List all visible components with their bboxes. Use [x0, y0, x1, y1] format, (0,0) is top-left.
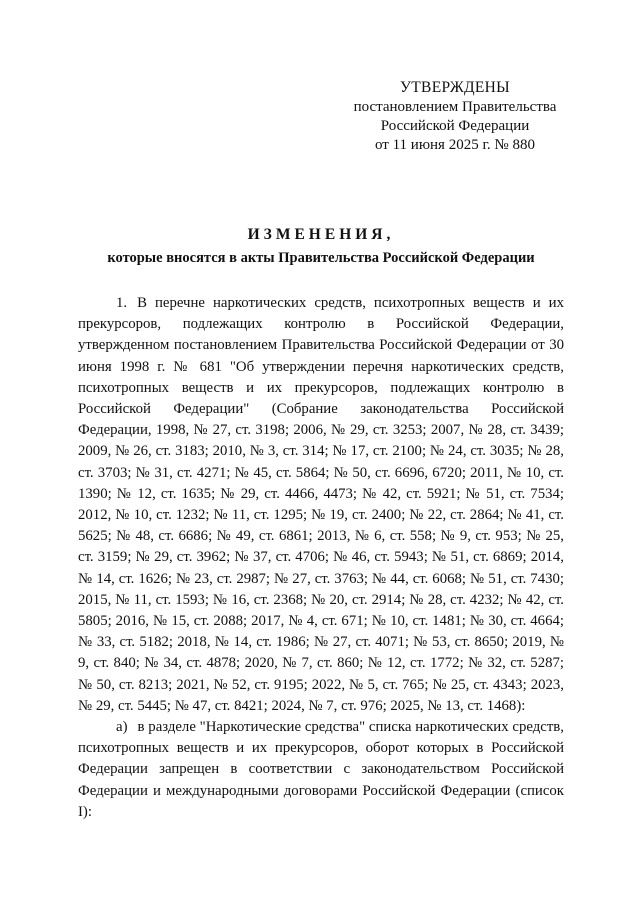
approval-line-2: Российской Федерации [380, 118, 530, 134]
paragraph-1 [78, 293, 564, 717]
document-title: ИЗМЕНЕНИЯ, [247, 226, 395, 243]
paragraph-1-number: 1. [116, 295, 128, 311]
paragraph-1a [78, 717, 564, 823]
paragraph-1a-text: в разделе "Наркотические средства" списка наркотических средств, психотропных веществ и их прекурсоров, оборот которых в Российской Федерации запрещен в соответствии с законодательством Российской Федерации и международными договорами Российской Федерации (список I): [78, 719, 564, 820]
approval-stamp [330, 78, 580, 155]
approval-line-3: от 11 июня 2025 г. № 880 [375, 137, 535, 153]
paragraph-1-text: В перечне наркотических средств, психотропных веществ и их прекурсоров, подлежащих контролю в Российской Федерации, утвержденном постановлением Правительства Российской Федерации от 30 июня 1998 г. № 681 "Об утверждении перечня наркотических средств, психотропных веществ и их прекурсоров, подлежащих контролю в Российской Федерации" (Собрание законодательства Российской Федерации, 1998, № 27, ст. 3198; 2006, № 29, ст. 3253; 2007, № 28, ст. 3439; 2009, № 26, ст. 3183; 2010, № 3, ст. 314; № 17, ст. 2100; № 24, ст. 3035; № 28, ст. 3703; № 31, ст. 4271; № 45, ст. 5864; № 50, ст. 6696, 6720; 2011, № 10, ст. 1390; № 12, ст. 1635; № 29, ст. 4466, 4473; № 42, ст. 5921; № 51, ст. 7534; 2012, № 10, ст. 1232; № 11, ст. 1295; № 19, ст. 2400; № 22, ст. 2864; № 41, ст. 5625; № 48, ст. 6686; № 49, ст. 6861; 2013, № 6, ст. 558; № 9, ст. 953; № 25, ст. 3159; № 29, ст. 3962; № 37, ст. 4706; № 46, ст. 5943; № 51, ст. 6869; 2014, № 14, ст. 1626; № 23, ст. 2987; № 27, ст. 3763; № 44, ст. 6068; № 51, ст. 7430; 2015, № 11, ст. 1593; № 16, ст. 2368; № 20, ст. 2914; № 28, ст. 4232; № 42, ст. 5805; 2016, № 15, ст. 2088; 2017, № 4, ст. 671; № 10, ст. 1481; № 30, ст. 4664; № 33, ст. 5182; 2018, № 14, ст. 1986; № 27, ст. 4071; № 53, ст. 8650; 2019, № 9, ст. 840; № 34, ст. 4878; 2020, № 7, ст. 860; № 12, ст. 1772; № 32, ст. 5287; № 50, ст. 8213; 2021, № 52, ст. 9195; 2022, № 5, ст. 765; № 25, ст. 4343; 2023, № 29, ст. 5445; № 47, ст. 8421; 2024, № 7, ст. 976; 2025, № 13, ст. 1468): [78, 295, 564, 714]
approval-title: УТВЕРЖДЕНЫ [400, 79, 510, 96]
paragraph-1a-number: а) [116, 719, 128, 736]
document-subtitle: которые вносятся в акты Правительства Российской Федерации [107, 250, 535, 266]
document-body [78, 293, 564, 823]
approval-line-1: постановлением Правительства [353, 99, 557, 115]
